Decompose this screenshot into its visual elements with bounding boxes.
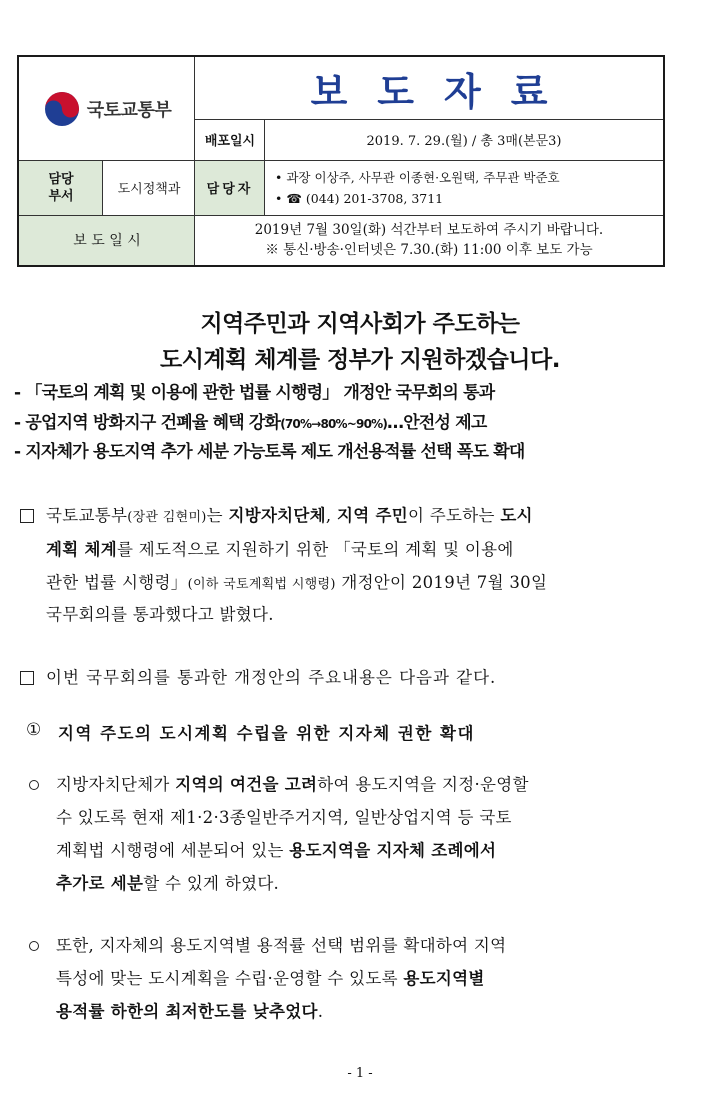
paragraph-1-line-4: 국무회의를 통과했다고 밝혔다. (46, 605, 274, 624)
headline-line-2: 도시계획 체계를 정부가 지원하겠습니다. (160, 347, 560, 373)
bullet-1-line-3: 계획법 시행령에 세분되어 있는 용도지역을 지자체 조례에서 (56, 841, 497, 860)
press-release-header (17, 55, 665, 267)
checkbox-bullet-icon (20, 671, 34, 685)
bullet-2-line-3: 용적률 하한의 최저한도를 낮추었다. (56, 1002, 324, 1021)
subheadline-2 (14, 408, 714, 433)
contact-staff: • 과장 이상주, 사무관 이종현·오원택, 주무관 박준호 (275, 169, 560, 185)
circle-bullet-icon (29, 941, 39, 951)
press-release-title: 보도자료 (310, 69, 578, 114)
ministry-logo (19, 57, 195, 160)
dept-value: 도시정책과 (117, 182, 181, 197)
dept-label-line-1: 담당 (48, 171, 74, 187)
bullet-1-line-2: 수 있도록 현재 제1·2·3종일반주거지역, 일반상업지역 등 국토 (56, 808, 512, 827)
checkbox-bullet-icon (20, 509, 34, 523)
bullet-2-line-2: 특성에 맞는 도시계획을 수립·운영할 수 있도록 용도지역별 (56, 969, 485, 988)
logo-text: 국토교통부 (86, 99, 172, 121)
release-embargo-note: ※ 통신·방송·인터넷은 7.30.(화) 11:00 이후 보도 가능 (265, 242, 593, 258)
section-number: ① (26, 720, 42, 740)
distribution-value: 2019. 7. 29.(월) / 총 3매(본문3) (366, 134, 562, 149)
subheadline-2-b: (70%→80%~90%) (280, 417, 388, 431)
dept-label-line-2: 부서 (48, 188, 74, 204)
paragraph-1-line-2: 계획 체계를 제도적으로 지원하기 위한 「국토의 계획 및 이용에 (46, 540, 514, 559)
subheadline-1: - 「국토의 계획 및 이용에 관한 법률 시행령」 개정안 국무회의 통과 (14, 383, 495, 403)
contact-label: 담당자 (195, 160, 265, 215)
bullet-1-line-1: 지방자치단체가 지역의 여건을 고려하여 용도지역을 지정·운영할 (56, 775, 529, 794)
subheadline-3: - 지자체가 용도지역 추가 세분 가능토록 제도 개선용적률 선택 폭도 확대 (14, 442, 525, 462)
taegeuk-emblem-icon (43, 90, 81, 128)
bullet-2-line-1: 또한, 지자체의 용도지역별 용적률 선택 범위를 확대하여 지역 (56, 936, 507, 955)
headline-line-1: 지역주민과 지역사회가 주도하는 (200, 311, 520, 337)
release-time: 2019년 7월 30일(화) 석간부터 보도하여 주시기 바랍니다. (254, 222, 604, 238)
circle-bullet-icon (29, 780, 39, 790)
dept-label (19, 160, 103, 215)
paragraph-2: 이번 국무회의를 통과한 개정안의 주요내용은 다음과 같다. (46, 668, 497, 687)
contact-info (265, 160, 663, 215)
paragraph-1-line-3: 관한 법률 시행령」(이하 국토계획법 시행령) 개정안이 2019년 7월 30일 (46, 573, 548, 592)
release-label: 보 도 일 시 (19, 215, 195, 265)
subheadline-2-a: - 공업지역 방화지구 건폐율 혜택 강화 (14, 413, 281, 433)
subheadline-2-c: …안전성 제고 (387, 413, 487, 433)
contact-phone: • ☎ (044) 201-3708, 3711 (275, 190, 444, 206)
page-number: - 1 - (347, 1066, 373, 1081)
section-title: 지역 주도의 도시계획 수립을 위한 지자체 권한 확대 (58, 724, 475, 743)
paragraph-1-line-1: 국토교통부(장관 김현미)는 지방자치단체, 지역 주민이 주도하는 도시 (46, 506, 533, 525)
bullet-1-line-4: 추가로 세분할 수 있게 하였다. (56, 874, 280, 893)
distribution-label: 배포일시 (204, 134, 256, 149)
release-info (195, 215, 663, 265)
